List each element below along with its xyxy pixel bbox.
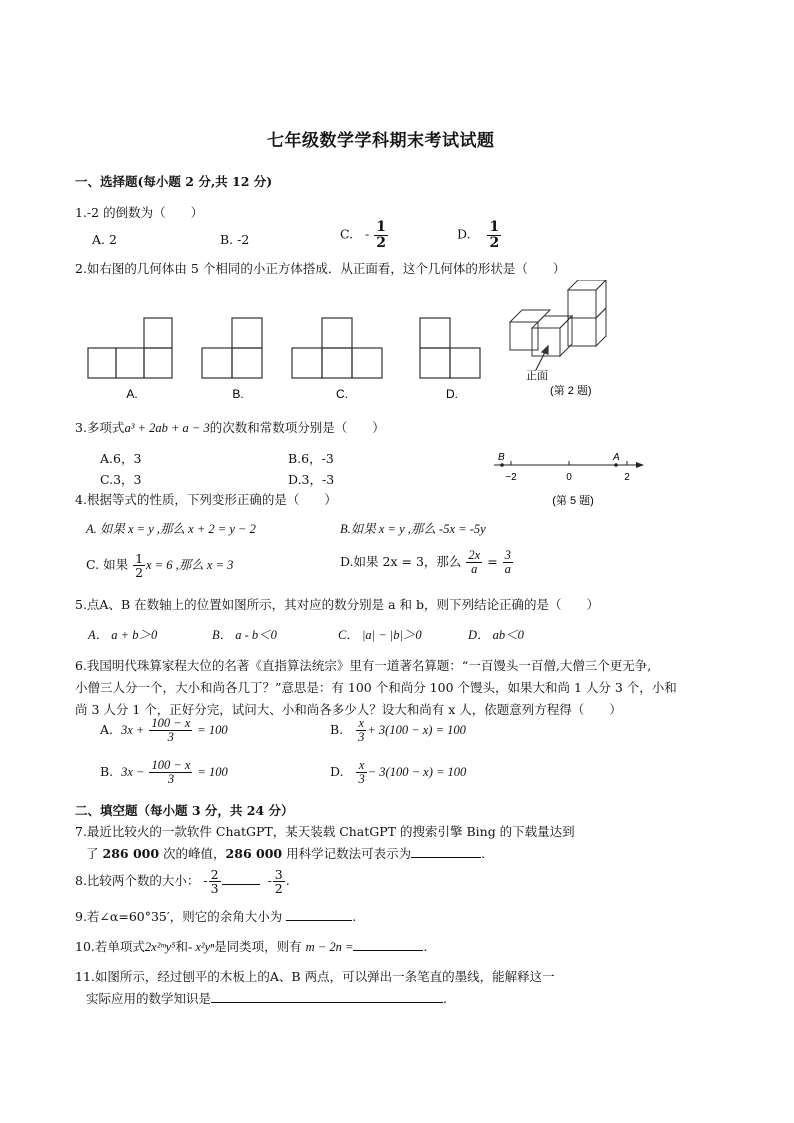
q11-answer-blank bbox=[211, 990, 443, 1003]
q10-answer-blank bbox=[353, 938, 423, 951]
q2-label-a: A. bbox=[126, 387, 138, 401]
q1-option-a: A. 2 bbox=[92, 232, 117, 247]
q2-figure-c bbox=[292, 318, 382, 378]
q1-option-d: D. $\frac{1}{2}$ bbox=[457, 219, 500, 251]
q7-line-2: 了 286 000 次的峰值，286 000 用科学记数法可表示为 . bbox=[86, 846, 486, 861]
q2-label-c: C. bbox=[336, 387, 348, 401]
q9-answer-blank bbox=[286, 908, 352, 921]
q3-option-c: C.3，3 bbox=[100, 472, 142, 487]
q2-figure-d bbox=[420, 318, 480, 378]
q4-stem: 4.根据等式的性质，下列变形正确的是（ ） bbox=[75, 492, 337, 507]
q8: 8.比较两个数的大小： - $\frac{2}{3}$ - $\frac{3}{2}$ . bbox=[75, 867, 290, 897]
svg-text:(第 5 题): (第 5 题) bbox=[552, 495, 594, 507]
q6-line-2: 小僧三人分一个，大小和尚各几丁？”意思是：有 100 个和尚分 100 个馒头，如果大和尚 1 人分 3 个，小和 bbox=[75, 680, 677, 695]
section-heading-choice: 一、选择题(每小题 2 分,共 12 分) bbox=[75, 174, 273, 189]
q10: 10.若单项式2x²ᵐy⁵和- x²yⁿ是同类项，则有 m − 2n = . bbox=[75, 939, 428, 954]
point-b bbox=[500, 463, 504, 467]
q3-option-b: B.6，-3 bbox=[288, 451, 334, 466]
q1-option-b: B. -2 bbox=[220, 232, 250, 247]
q2-figure-a bbox=[88, 318, 172, 378]
q1-option-c: C. - $\frac{1}{2}$ bbox=[340, 219, 386, 251]
q2-figure-b bbox=[202, 318, 262, 378]
q6-option-d: D. $\frac{x}{3}$ − 3(100 − x) = 100 bbox=[330, 758, 467, 787]
svg-text:0: 0 bbox=[566, 472, 572, 483]
q2-figures bbox=[80, 280, 650, 410]
q5-option-c: C． |a| − |b|＞0 bbox=[338, 628, 422, 642]
q11-line-2: 实际应用的数学知识是 . bbox=[86, 991, 447, 1006]
q2-label-d: D. bbox=[446, 387, 458, 401]
q5-option-a: A． a + b＞0 bbox=[88, 628, 158, 642]
q5-option-b: B． a - b＜0 bbox=[212, 628, 277, 642]
q3-stem: 3.多项式a³ + 2ab + a − 3的次数和常数项分别是（ ） bbox=[75, 420, 385, 435]
q6-line-1: 6.我国明代珠算家程大位的名著《直指算法统宗》里有一道著名算题：“一百馒头一百僧,大僧三个更无争, bbox=[75, 658, 652, 673]
q6-option-b: B. $\frac{x}{3}$ + 3(100 − x) = 100 bbox=[330, 716, 466, 745]
page-title: 七年级数学学科期末考试试题 bbox=[267, 131, 495, 151]
svg-text:A: A bbox=[613, 452, 620, 463]
q7-answer-blank bbox=[411, 845, 481, 858]
q9: 9.若∠α=60°35′，则它的余角大小为 . bbox=[75, 909, 357, 924]
q4-option-b: B.如果 x = y ,那么 -5x = -5y bbox=[340, 522, 486, 536]
q2-label-b: B. bbox=[232, 387, 244, 401]
q5-stem: 5.点A、B 在数轴上的位置如图所示，其对应的数分别是 a 和 b，则下列结论正确的是（ ） bbox=[75, 597, 599, 612]
q3-option-d: D.3，-3 bbox=[288, 472, 335, 487]
q4-option-a: A. 如果 x = y ,那么 x + 2 = y − 2 bbox=[86, 522, 256, 536]
q4-option-d: D.如果 2x = 3，那么 $\frac{2x}{a}$ = $\frac{3}{a}$ bbox=[340, 548, 511, 577]
q5-option-d: D． ab＜0 bbox=[468, 628, 524, 642]
svg-text:B: B bbox=[498, 452, 505, 463]
q6-line-3: 尚 3 人分 1 个，正好分完，试问大、小和尚各多少人？设大和尚有 x 人，依题意列方程得（ ） bbox=[75, 702, 622, 717]
point-a bbox=[614, 463, 618, 467]
q6-option-a: A. 3x + $\frac{100 - x}{3}$ = 100 bbox=[100, 716, 228, 745]
q11-line-1: 11.如图所示，经过刨平的木板上的A、B 两点，可以弹出一条笔直的墨线，能解释这一 bbox=[75, 969, 555, 984]
q2-front-label: 正面 bbox=[526, 370, 548, 382]
svg-text:−2: −2 bbox=[505, 472, 517, 483]
q6-option-c: B. 3x − $\frac{100 - x}{3}$ = 100 bbox=[100, 758, 228, 787]
q8-answer-blank bbox=[222, 872, 260, 885]
q5-number-line bbox=[488, 448, 658, 510]
q2-stem: 2.如右图的几何体由 5 个相同的小正方体搭成．从正面看，这个几何体的形状是（ ） bbox=[75, 261, 566, 276]
q4-option-c: C. 如果 $\frac{1}{2}$ x = 6 ,那么 x = 3 bbox=[86, 551, 234, 581]
q2-caption: (第 2 题) bbox=[550, 385, 592, 397]
q1-stem: 1.-2 的倒数为（ ） bbox=[75, 205, 204, 220]
q3-option-a: A.6，3 bbox=[100, 451, 142, 466]
section-heading-fill: 二、填空题（每小题 3 分，共 24 分） bbox=[75, 803, 294, 818]
svg-text:2: 2 bbox=[624, 472, 630, 483]
q7-line-1: 7.最近比较火的一款软件 ChatGPT，某天装载 ChatGPT 的搜索引擎 Bing 的下载量达到 bbox=[75, 824, 575, 839]
q2-3d-solid bbox=[510, 280, 606, 356]
